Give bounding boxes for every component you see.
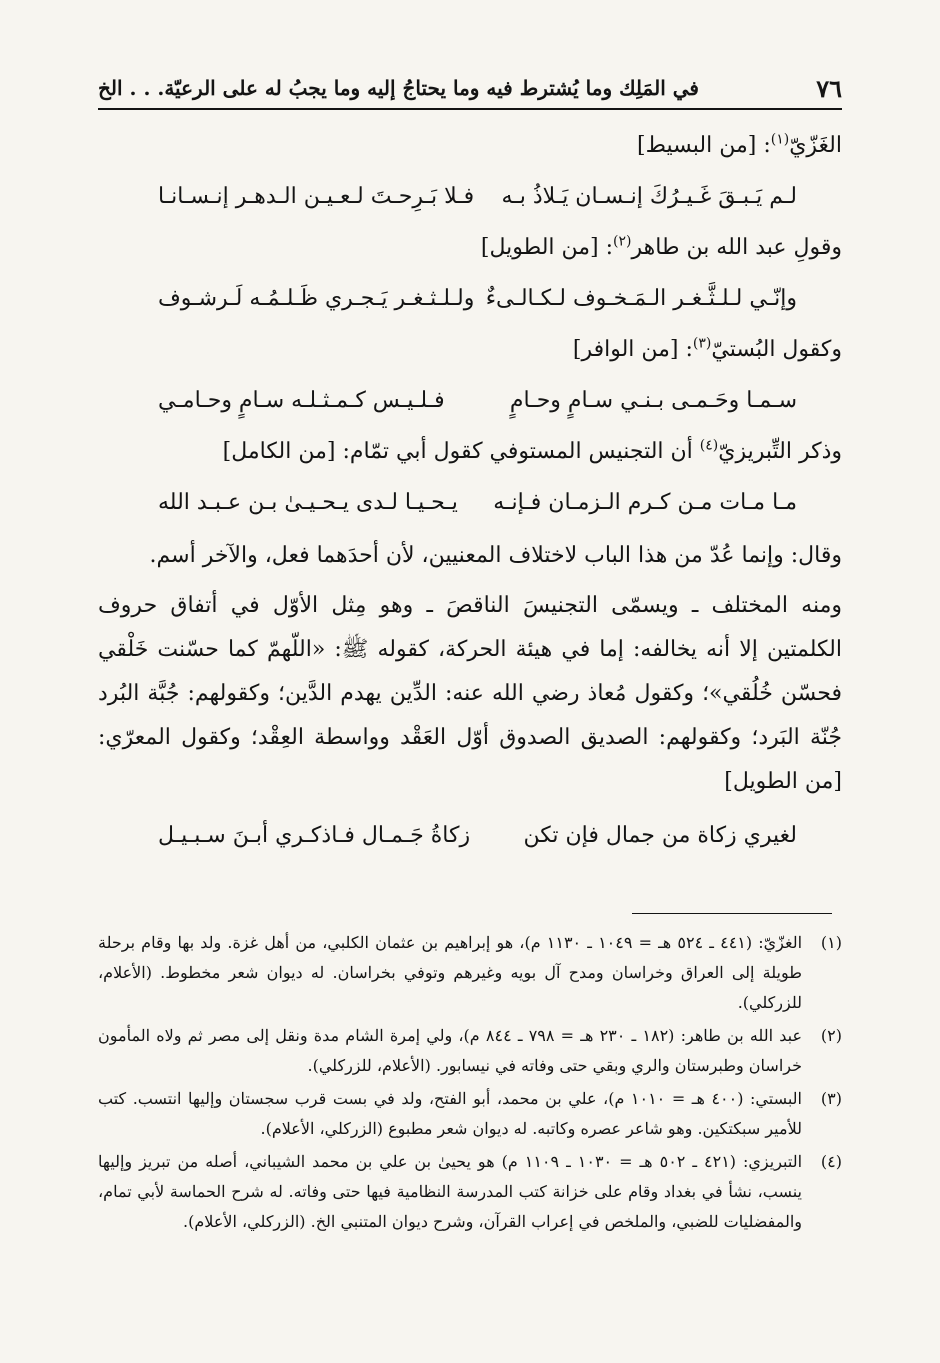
verse bbox=[98, 810, 842, 861]
poem-intro bbox=[98, 120, 842, 171]
verse-first-hemistich: لغيري زكاة من جمال فإن تكن bbox=[523, 823, 797, 848]
poet-name: الغَزّيّ bbox=[789, 133, 842, 158]
verse-first-hemistich: مـا مـات مـن كـرم الـزمـان فـإنـه bbox=[493, 490, 797, 515]
poet-name: وذكر التِّبريزيّ bbox=[718, 439, 842, 464]
paragraph: ومنه المختلف ـ ويسمّى التجنيسَ الناقصَ ـ وهو مِثل الأوّل في أتفاق حروف الكلمتين إلا أنه يخالفه: إما في هيئة الحركة، كقوله ﷺ: «اللّهمّ كما حسّنت خَلْقي فحسّن خُلُقي»؛ وكقول مُعاذ رضي الله عنه: الدِّين يهدم الدَّين؛ وكقولهم: جُبَّة البُرد جُنّة البَرد؛ وكقولهم: الصديق الصدوق أوّل العَقْد وواسطة العِقْد؛ وكقول المعرّي: [من الطويل] bbox=[98, 593, 842, 794]
meter-label: : [من الوافر] bbox=[572, 337, 693, 362]
meter-label: : [من البسيط] bbox=[637, 133, 771, 158]
verse bbox=[98, 273, 842, 324]
footnote bbox=[98, 1147, 842, 1237]
poem-intro bbox=[98, 426, 842, 477]
verse-second-hemistich: يـحـيـا لـدى يـحـيـىٰ بـن عـبـد الله bbox=[158, 490, 458, 515]
footnote bbox=[98, 1021, 842, 1081]
footnotes bbox=[98, 928, 842, 1240]
poet-name: وقولِ عبد الله بن طاهر bbox=[631, 235, 842, 260]
page-number: ٧٦ bbox=[816, 73, 842, 103]
footnote-text: البستي: (٤٠٠ هـ = ١٠١٠ م)، علي بن محمد، أبو الفتح، ولد في بست قرب سجستان وإليها انتسب. كتب للأمير سبكتكين. وهو شاعر عصره وكاتبه. له ديوان شعر مطبوع (الزركلي، الأعلام). bbox=[98, 1089, 802, 1138]
verse-first-hemistich: وإنّـي لـلـثَّـغـر الـمَـخـوف لـكـالـىءٌ bbox=[485, 286, 797, 311]
footnote-text: الغزّيّ: (٤٤١ ـ ٥٢٤ هـ = ١٠٤٩ ـ ١١٣٠ م)، هو إبراهيم بن عثمان الكلبي، من أهل غزة. ولد بها وقام برحلة طويلة إلى العراق وخراسان ومدح آل بويه وغيرهم وتوفي بخراسان. له ديوان شعر مخطوط. (الأعلام، للزركلي). bbox=[98, 933, 803, 1012]
footnote-ref: (٢) bbox=[613, 233, 632, 250]
verse-first-hemistich: لـم يَـبـقَ غَـيـرُكَ إنـسـان يَـلاذُ بـه bbox=[501, 184, 797, 209]
verse bbox=[98, 375, 842, 426]
footnote bbox=[98, 928, 842, 1018]
intro-text: أن التجنيس المستوفي كقول أبي تمّام: [من الكامل] bbox=[222, 439, 700, 464]
footnote-ref: (١) bbox=[770, 131, 790, 148]
meter-label: : [من الطويل] bbox=[480, 235, 614, 260]
footnote bbox=[98, 1084, 842, 1144]
poet-name: وكقول البُستيّ bbox=[711, 337, 842, 362]
poem-intro bbox=[98, 222, 842, 273]
poem-intro bbox=[98, 324, 842, 375]
footnote-text: عبد الله بن طاهر: (١٨٢ ـ ٢٣٠ هـ = ٧٩٨ ـ ٨٤٤ م)، ولي إمرة الشام مدة ونقل إلى مصر ثم ولاه المأمون خراسان وطبرستان والري وبقي حتى وفاته في نيسابور. (الأعلام، للزركلي). bbox=[98, 1026, 802, 1075]
verse-second-hemistich: فـلا بَـرِحـتَ لـعـيـن الـدهـر إنـسـانـا bbox=[158, 184, 475, 209]
footnote-number: (٤) bbox=[820, 1152, 842, 1171]
footnote-number: (٣) bbox=[820, 1089, 842, 1108]
verse-second-hemistich: ولـلـثـغـر يَـجـري ظَـلـمُـه لَـرشـوف bbox=[158, 286, 475, 311]
verse-second-hemistich: زكاةُ جَـمـال فـاذكـري أبـنَ سـبـيـل bbox=[158, 823, 471, 848]
footnote-divider bbox=[632, 913, 832, 914]
paragraph: وقال: وإنما عُدّ من هذا الباب لاختلاف المعنيين، لأن أحدَهما فعل، والآخر أسم. bbox=[149, 543, 842, 568]
footnote-number: (١) bbox=[820, 933, 842, 952]
running-header bbox=[98, 68, 842, 110]
verse-second-hemistich: فـلـيـس كـمـثـلـه سـامٍ وحـامـي bbox=[158, 388, 445, 413]
footnote-ref: (٣) bbox=[692, 335, 712, 352]
footnote-ref: (٤) bbox=[699, 437, 719, 454]
verse-first-hemistich: سـمـا وحَـمـى بـنـي سـامٍ وحـامٍ bbox=[509, 388, 797, 413]
footnote-text: التبريزي: (٤٢١ ـ ٥٠٢ هـ = ١٠٣٠ ـ ١١٠٩ م) هو يحيىٰ بن علي بن محمد الشيباني، أصله من تبريز وإليها ينسب، نشأ في بغداد وقام على خزانة كتب المدرسة النظامية فيها حتى وفاته. له شرح الحماسة لأبي تمام، والمفضليات للضبي، والملخص في إعراب القرآن، وشرح ديوان المتنبي الخ. (الزركلي، الأعلام). bbox=[98, 1152, 803, 1231]
verse bbox=[98, 171, 842, 222]
verse bbox=[98, 477, 842, 528]
footnote-number: (٢) bbox=[820, 1026, 842, 1045]
main-text bbox=[98, 120, 842, 861]
running-title: في المَلِك وما يُشترط فيه وما يحتاجُ إليه وما يجبُ له على الرعيّة. . . الخ bbox=[98, 76, 699, 100]
